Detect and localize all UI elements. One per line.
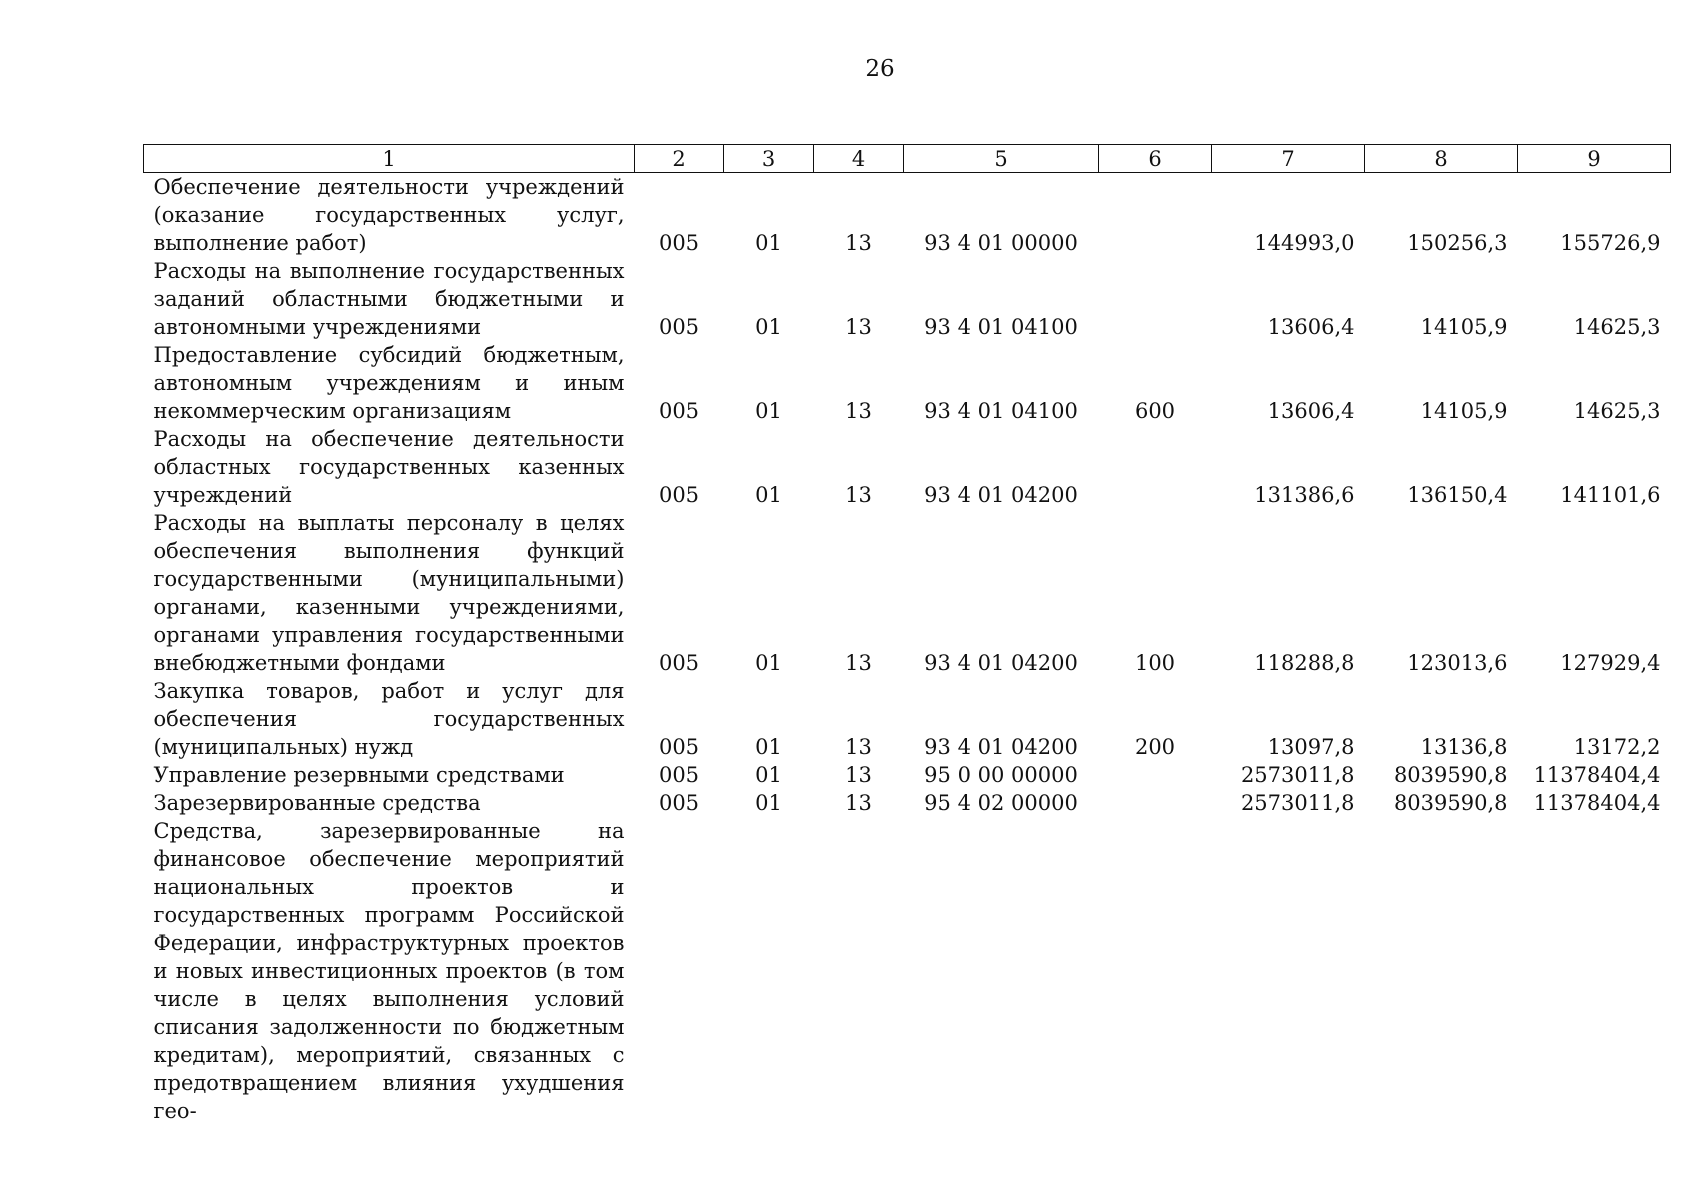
cell-col-7: 2573011,8: [1240, 791, 1355, 815]
cell-col-6: [1099, 425, 1212, 509]
cell-col-9: 127929,4: [1560, 651, 1661, 675]
cell-col-8: 136150,4: [1407, 483, 1508, 507]
cell-col-5: 93 4 01 04100: [924, 315, 1078, 339]
cell-col-6: [1099, 257, 1212, 341]
row-description: Расходы на выполнение государственных заданий областными бюджетными и автономными учреждениями: [153, 259, 625, 339]
cell-col-4: 13: [845, 399, 872, 423]
cell-col-4: [814, 817, 904, 1125]
row-description: Обеспечение деятельности учреждений (оказание государственных услуг, выполнение работ): [153, 175, 625, 255]
header-col-5: 5: [904, 145, 1099, 173]
cell-col-3: 01: [755, 735, 782, 759]
table-row: [144, 817, 1671, 1125]
cell-col-3: 01: [755, 483, 782, 507]
cell-col-5: 93 4 01 00000: [924, 231, 1078, 255]
table-row: [144, 425, 1671, 509]
cell-col-8: 8039590,8: [1393, 763, 1508, 787]
page-number: 26: [865, 56, 895, 82]
header-col-7: 7: [1212, 145, 1365, 173]
cell-col-9: 141101,6: [1560, 483, 1661, 507]
cell-col-5: 95 0 00 00000: [924, 763, 1078, 787]
cell-col-5: 95 4 02 00000: [924, 791, 1078, 815]
header-row: [144, 145, 1671, 173]
header-col-8: 8: [1365, 145, 1518, 173]
cell-col-9: 13172,2: [1573, 735, 1661, 759]
header-col-3: 3: [724, 145, 814, 173]
cell-col-9: [1518, 817, 1671, 1125]
row-description: Средства, зарезервированные на финансовое обеспечение мероприятий национальных проектов и государственных программ Российской Федерации, инфраструктурных проектов и новых инвестиционных проектов (в том числе в целях выполнения условий списания задолженности по бюджетным кредитам), мероприятий, связанных с предотвращением влияния ухудшения гео-: [153, 819, 625, 1123]
cell-col-4: 13: [845, 651, 872, 675]
header-col-6: 6: [1099, 145, 1212, 173]
cell-col-4: 13: [845, 483, 872, 507]
cell-col-3: 01: [755, 651, 782, 675]
cell-col-9: 155726,9: [1560, 231, 1661, 255]
cell-col-4: 13: [845, 231, 872, 255]
table-row: [144, 761, 1671, 789]
header-col-2: 2: [635, 145, 724, 173]
cell-col-9: 14625,3: [1573, 399, 1661, 423]
cell-col-4: 13: [845, 791, 872, 815]
cell-col-7: 13097,8: [1267, 735, 1355, 759]
cell-col-7: 131386,6: [1254, 483, 1355, 507]
cell-col-2: 005: [658, 399, 700, 423]
row-description: Зарезервированные средства: [153, 791, 481, 815]
table-row: [144, 173, 1671, 258]
cell-col-7: 13606,4: [1267, 315, 1355, 339]
row-description: Расходы на обеспечение деятельности областных государственных казенных учреждений: [153, 427, 625, 507]
cell-col-8: 14105,9: [1420, 315, 1508, 339]
table-row: [144, 789, 1671, 817]
cell-col-7: 144993,0: [1254, 231, 1355, 255]
cell-col-2: 005: [658, 763, 700, 787]
cell-col-5: 93 4 01 04100: [924, 399, 1078, 423]
cell-col-3: 01: [755, 315, 782, 339]
cell-col-6: 100: [1134, 651, 1176, 675]
cell-col-3: 01: [755, 791, 782, 815]
cell-col-2: 005: [658, 735, 700, 759]
cell-col-2: 005: [658, 231, 700, 255]
row-description: Расходы на выплаты персоналу в целях обеспечения выполнения функций государственными (муниципальными) органами, казенными учреждениями, органами управления государственными внебюджетными фондами: [153, 511, 625, 675]
cell-col-6: [1099, 817, 1212, 1125]
cell-col-3: [724, 817, 814, 1125]
cell-col-9: 14625,3: [1573, 315, 1661, 339]
cell-col-5: 93 4 01 04200: [924, 735, 1078, 759]
cell-col-7: 13606,4: [1267, 399, 1355, 423]
cell-col-8: 123013,6: [1407, 651, 1508, 675]
header-col-9: 9: [1518, 145, 1671, 173]
cell-col-2: 005: [658, 483, 700, 507]
cell-col-9: 11378404,4: [1533, 763, 1661, 787]
row-description: Закупка товаров, работ и услуг для обеспечения государственных (муниципальных) нужд: [153, 679, 625, 759]
row-description: Предоставление субсидий бюджетным, автономным учреждениям и иным некоммерческим организациям: [153, 343, 625, 423]
cell-col-6: 200: [1134, 735, 1176, 759]
table-row: [144, 509, 1671, 677]
cell-col-7: [1212, 817, 1365, 1125]
cell-col-7: 118288,8: [1254, 651, 1355, 675]
cell-col-8: 8039590,8: [1393, 791, 1508, 815]
cell-col-5: 93 4 01 04200: [924, 651, 1078, 675]
cell-col-7: 2573011,8: [1240, 763, 1355, 787]
table-row: [144, 257, 1671, 341]
cell-col-8: 150256,3: [1407, 231, 1508, 255]
cell-col-8: 13136,8: [1420, 735, 1508, 759]
cell-col-2: 005: [658, 791, 700, 815]
cell-col-2: 005: [658, 651, 700, 675]
cell-col-4: 13: [845, 315, 872, 339]
table-row: [144, 341, 1671, 425]
cell-col-2: [635, 817, 724, 1125]
header-col-4: 4: [814, 145, 904, 173]
cell-col-4: 13: [845, 763, 872, 787]
cell-col-6: 600: [1134, 399, 1176, 423]
header-col-1: 1: [144, 145, 635, 173]
cell-col-2: 005: [658, 315, 700, 339]
cell-col-9: 11378404,4: [1533, 791, 1661, 815]
cell-col-5: [904, 817, 1099, 1125]
cell-col-3: 01: [755, 231, 782, 255]
cell-col-5: 93 4 01 04200: [924, 483, 1078, 507]
cell-col-3: 01: [755, 399, 782, 423]
cell-col-6: [1099, 789, 1212, 817]
cell-col-4: 13: [845, 735, 872, 759]
cell-col-8: 14105,9: [1420, 399, 1508, 423]
cell-col-6: [1099, 761, 1212, 789]
budget-table: [143, 144, 1671, 1125]
cell-col-8: [1365, 817, 1518, 1125]
cell-col-3: 01: [755, 763, 782, 787]
table-row: [144, 677, 1671, 761]
cell-col-6: [1099, 173, 1212, 258]
row-description: Управление резервными средствами: [153, 763, 565, 787]
